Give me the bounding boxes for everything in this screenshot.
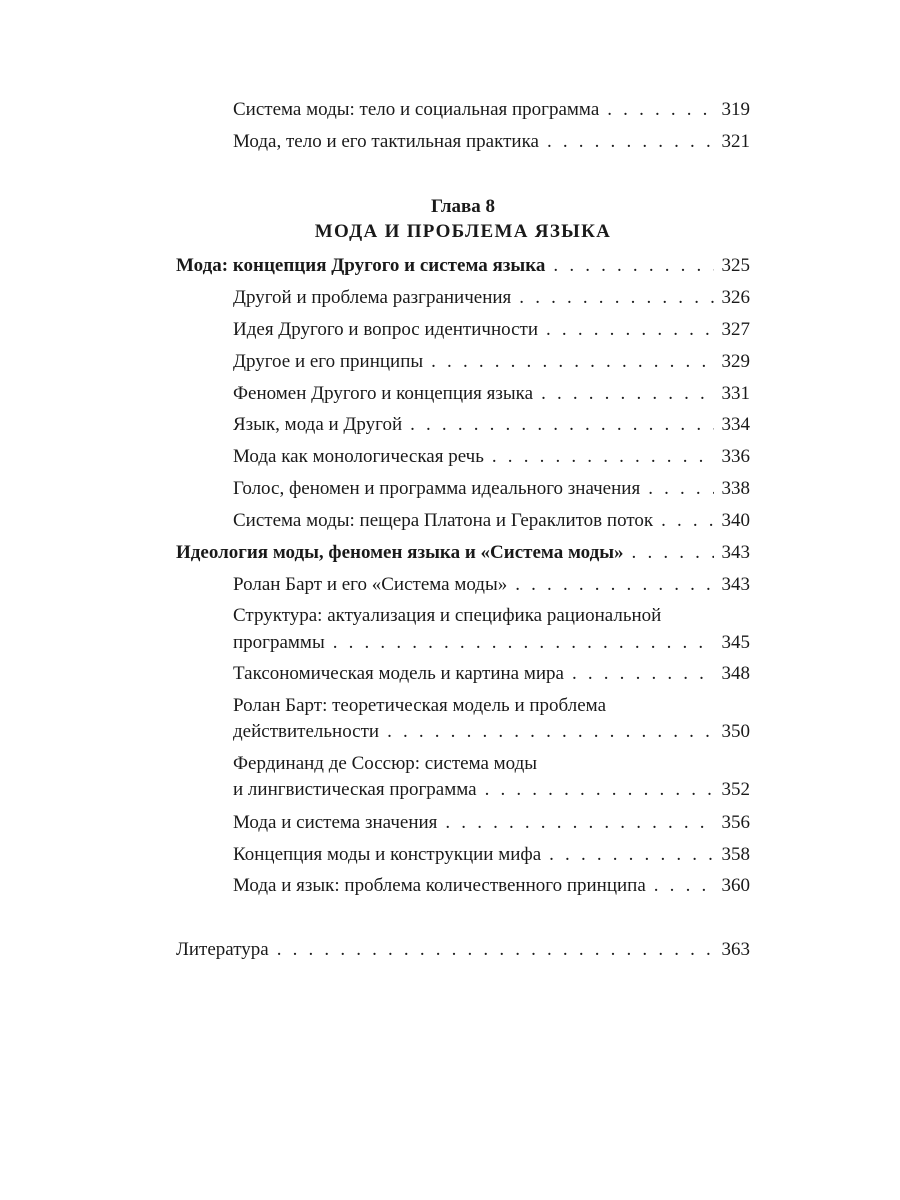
- toc-entry: [233, 873, 750, 899]
- toc-entry-title: Мода как монологическая речь: [233, 446, 484, 467]
- dot-leader: [654, 873, 714, 899]
- dot-leader: [515, 572, 714, 598]
- toc-entry-page: 345: [721, 632, 750, 653]
- chapter-title: МОДА И ПРОБЛЕМА ЯЗЫКА: [314, 221, 612, 242]
- dot-leader: [632, 540, 714, 566]
- toc-entry-title-line1: Ролан Барт: теоретическая модель и проблема: [233, 695, 606, 716]
- toc-entry: [233, 810, 750, 836]
- dot-leader: [546, 317, 714, 343]
- toc-entry: [233, 317, 750, 343]
- toc-section-heading: [176, 253, 750, 279]
- toc-entry: [233, 349, 750, 375]
- toc-entry-page: 327: [721, 319, 750, 340]
- section-title: Мода: концепция Другого и система языка: [176, 255, 546, 276]
- section-page: 325: [721, 255, 750, 276]
- dot-leader: [277, 937, 714, 963]
- toc-entry: [233, 572, 750, 598]
- dot-leader: [492, 444, 714, 470]
- dot-leader: [572, 661, 714, 687]
- dot-leader: [333, 630, 714, 656]
- toc-entry: [233, 842, 750, 868]
- toc-entry-page: 321: [721, 131, 750, 152]
- dot-leader: [445, 810, 714, 836]
- toc-entry-title: Система моды: пещера Платона и Гераклитов поток: [233, 510, 654, 531]
- toc-entry: [233, 630, 750, 656]
- toc-entry-page: 350: [721, 721, 750, 742]
- dot-leader: [607, 97, 714, 123]
- toc-entry-page: 356: [721, 812, 750, 833]
- toc-entry-title: Другой и проблема разграничения: [233, 287, 512, 308]
- toc-entry: [233, 381, 750, 407]
- toc-entry-page: 360: [721, 875, 750, 896]
- dot-leader: [648, 476, 714, 502]
- toc-entry: [233, 97, 750, 123]
- toc-entry-title-line1: Структура: актуализация и специфика рациональной: [233, 605, 662, 626]
- toc-entry-title: программы: [233, 632, 325, 653]
- toc-section-heading: [176, 540, 750, 566]
- toc-entry-page: 336: [721, 446, 750, 467]
- section-title: Идеология моды, феномен языка и «Система моды»: [176, 542, 624, 563]
- toc-entry-title: Язык, мода и Другой: [233, 414, 403, 435]
- chapter-number: Глава 8: [430, 196, 496, 217]
- toc-entry-title: Система моды: тело и социальная программа: [233, 99, 600, 120]
- toc-entry-title: Концепция моды и конструкции мифа: [233, 844, 542, 865]
- dot-leader: [553, 253, 714, 279]
- toc-entry: [233, 719, 750, 745]
- toc-entry-page: 348: [721, 663, 750, 684]
- toc-entry-page: 326: [721, 287, 750, 308]
- toc-entry-title-line1: Фердинанд де Соссюр: система моды: [233, 753, 538, 774]
- toc-entry-title: Голос, феномен и программа идеального значения: [233, 478, 641, 499]
- dot-leader: [541, 381, 714, 407]
- toc-entry: [233, 661, 750, 687]
- toc-entry-title: Таксономическая модель и картина мира: [233, 663, 564, 684]
- toc-entry-title: Мода, тело и его тактильная практика: [233, 131, 539, 152]
- toc-entry-page: 338: [721, 478, 750, 499]
- literature-page: 363: [721, 939, 750, 960]
- dot-leader: [485, 777, 714, 803]
- toc-entry: [233, 285, 750, 311]
- toc-entry-title: и лингвистическая программа: [233, 779, 477, 800]
- toc-entry-title: Мода и система значения: [233, 812, 438, 833]
- section-page: 343: [721, 542, 750, 563]
- toc-entry-title: Идея Другого и вопрос идентичности: [233, 319, 539, 340]
- dot-leader: [661, 508, 714, 534]
- toc-entry: [233, 412, 750, 438]
- toc-entry: [233, 476, 750, 502]
- toc-entry-page: 352: [721, 779, 750, 800]
- toc-entry-title: действительности: [233, 721, 380, 742]
- dot-leader: [431, 349, 714, 375]
- toc-entry-page: 358: [721, 844, 750, 865]
- toc-entry-title: Ролан Барт и его «Система моды»: [233, 574, 508, 595]
- dot-leader: [387, 719, 714, 745]
- dot-leader: [549, 842, 714, 868]
- toc-entry-page: 319: [721, 99, 750, 120]
- toc-literature: [176, 937, 750, 963]
- toc-entry-title: Мода и язык: проблема количественного принципа: [233, 875, 646, 896]
- toc-entry: [233, 777, 750, 803]
- dot-leader: [519, 285, 714, 311]
- toc-entry-page: 334: [721, 414, 750, 435]
- toc-entry-page: 331: [721, 383, 750, 404]
- dot-leader: [547, 129, 714, 155]
- toc-entry-title: Другое и его принципы: [233, 351, 424, 372]
- toc-entry-page: 343: [721, 574, 750, 595]
- toc-entry-title: Феномен Другого и концепция языка: [233, 383, 534, 404]
- toc-entry-page: 340: [721, 510, 750, 531]
- literature-title: Литература: [176, 939, 269, 960]
- toc-entry: [233, 508, 750, 534]
- toc-entry-page: 329: [721, 351, 750, 372]
- dot-leader: [410, 412, 714, 438]
- toc-entry: [233, 129, 750, 155]
- toc-entry: [233, 444, 750, 470]
